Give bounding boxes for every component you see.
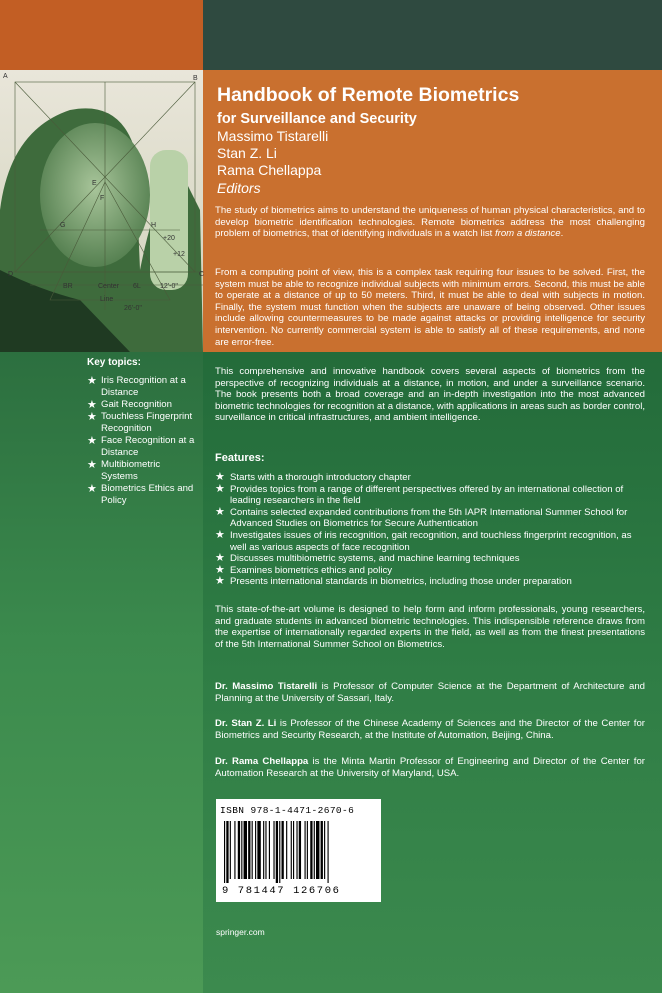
closing-paragraph: This state-of-the-art volume is designed to help form and inform professionals, young researchers, and graduate students in advanced biometric technologies. This indispensible reference draws from the expertise of internationally regarded experts in the field, as well as from the finest presentations of the 5th International Summer School on Biometrics. [215,604,645,650]
star-bullet-icon: ★ [215,552,225,565]
star-bullet-icon: ★ [215,471,225,483]
feature-text: Examines biometrics ethics and policy [230,564,393,576]
isbn-barcode-box [216,799,381,902]
barcode-bar [230,821,231,879]
photo-label-e: E [92,180,97,187]
isbn-digits: 9 781447 126706 [222,885,341,897]
barcode-bar [244,821,247,879]
star-bullet-icon: ★ [215,528,225,541]
feature-text: Discusses multibiometric systems, and machine learning techniques [230,553,520,565]
barcode-bar [265,821,266,879]
feature-item [215,576,645,588]
key-topic-text: Face Recognition at a Distance [101,435,195,458]
barcode-bar [299,821,301,879]
barcode-bar [307,821,308,879]
photo-label-m1: 12'-0" [160,283,178,290]
photo-label-b: B [193,75,198,82]
barcode-bar [291,821,292,879]
star-bullet-icon: ★ [215,563,225,576]
feature-text: Investigates issues of iris recognition, gait recognition, and touchless fingerprint recognition, as well as various aspects of face recognition [230,529,632,553]
author-name: Massimo Tistarelli [217,128,329,144]
features-list [215,472,645,588]
star-bullet-icon: ★ [87,483,97,495]
editors-label: Editors [217,180,261,196]
star-bullet-icon: ★ [87,459,97,471]
star-bullet-icon: ★ [215,505,225,518]
bio-text: is Professor of the Chinese Academy of Sciences and the Director of the Center for Biometrics and Security Research, at the Institute of Automation, Beijing, China. [215,718,645,741]
barcode-bar [328,821,329,883]
barcode-bar [314,821,315,879]
author-name: Rama Chellappa [217,162,322,178]
barcode-bar [282,821,284,879]
photo-label-g: G [60,222,66,229]
barcode-bar [255,821,256,879]
feature-text: Starts with a thorough introductory chapter [230,472,411,483]
key-topics-list [87,375,199,507]
top-right-band [203,0,662,70]
cover-photo [0,70,203,352]
book-title: Handbook of Remote Biometrics [217,84,520,106]
barcode-bar [286,821,287,879]
barcode-bar [321,821,323,879]
star-bullet-icon: ★ [87,435,97,447]
intro-paragraph-1 [215,205,645,240]
bio-name: Dr. Rama Chellappa [215,756,309,767]
barcode-bar [257,821,260,879]
barcode-bar [310,821,312,879]
photo-label-h: H [151,222,157,229]
barcode-bar [279,821,280,883]
author-name: Stan Z. Li [217,145,277,161]
intro-italic: from a distance [494,228,561,240]
feature-item [215,553,645,565]
key-topic-item [87,411,199,435]
photo-label-gl: 6L [133,283,141,290]
photo-label-line: Line [100,296,114,303]
barcode-bar [296,821,297,879]
bio-tistarelli [215,681,645,704]
barcode-bar [241,821,242,879]
bio-text: is the Minta Martin Professor of Engineering and Director of the Center for Automation Research at the University of Maryland, USA. [215,756,645,779]
top-left-band [0,0,203,70]
key-topic-item [87,375,199,399]
bio-li [215,718,645,741]
barcode-bar [273,821,274,879]
barcode-bar [248,821,250,879]
barcode-bar [276,821,278,883]
photo-label-center: Center [98,283,120,290]
feature-item [215,530,645,553]
key-topic-item [87,483,199,507]
photo-label-f: F [100,195,105,202]
photo-label-a: A [3,73,8,80]
features-heading: Features: [215,452,265,464]
book-subtitle: for Surveillance and Security [217,111,417,127]
photo-label-br: BR [63,283,73,290]
face [40,123,150,267]
barcode-bar [234,821,235,879]
star-bullet-icon: ★ [87,411,97,423]
barcode-bar [324,821,325,879]
feature-item [215,565,645,577]
publisher-url: springer.com [216,927,265,937]
bio-text: is Professor of Computer Science at the Department of Architecture and Planning at the University of Sassari, Italy. [215,681,645,704]
intro-paragraph-3: This comprehensive and innovative handbook covers several aspects of biometrics from the perspective of recognizing individuals at a distance, in motion, and under a surveillance scenario. The book presents both a broad coverage and an in-depth investigation into the most advanced biometric technologies for recognition at a distance, with applications in areas such as border control, surveillance in critical infrastructures, and ambient intelligence. [215,366,645,424]
feature-text: Provides topics from a range of different perspectives offered by an international collection of leading researchers in the field [230,483,624,507]
key-topic-item [87,399,199,411]
photo-label-d: D [8,271,14,278]
feature-item [215,507,645,530]
star-bullet-icon: ★ [215,482,225,495]
barcode-bar [305,821,306,879]
barcode-bar [263,821,264,879]
key-topic-text: Biometrics Ethics and Policy [101,483,194,506]
barcode-bar [238,821,240,879]
key-topics-heading: Key topics: [87,357,141,368]
intro-paragraph-2: From a computing point of view, this is a complex task requiring four issues to be solved. First, the system must be able to recognize individual subjects with minimum errors. Second, this must be able to operate at a distance of up to 50 meters. Third, it must be able to deal with subjects in motion. Finally, the system must function when the subjects are unaware of being observed. Other issues include allowing countermeasures to be made against attacks or providing intelligence for security intervention. No currently commercial system is able to satisfy all of these requirements, and none are error-free. [215,267,645,348]
feature-text: Presents international standards in biometrics, including those under preparation [230,576,572,588]
key-topic-text: Iris Recognition at a Distance [101,375,186,398]
feature-item [215,484,645,507]
key-topic-text: Multibiometric Systems [101,459,161,482]
isbn-label: ISBN 978-1-4471-2670-6 [220,805,355,816]
key-topic-item [87,459,199,483]
barcode-bar [293,821,294,879]
feature-text: Contains selected expanded contributions from the 5th IAPR International Summer School for Advanced Studies on Biometrics for Secure Authentication [230,506,628,530]
barcode-bar [224,821,225,883]
barcode [224,821,374,883]
barcode-bar [269,821,270,879]
barcode-bar [316,821,319,879]
barcode-bar [252,821,253,879]
key-topic-text: Touchless Fingerprint Recognition [101,411,193,434]
bio-chellappa [215,756,645,779]
bio-name: Dr. Stan Z. Li [215,718,277,729]
photo-label-c: C [199,271,205,278]
star-bullet-icon: ★ [87,375,97,387]
photo-label-m4: +12 [173,251,185,258]
intro-end: . [560,228,564,240]
intro-text: The study of biometrics aims to understand the uniqueness of human physical characteristics, and to develop biometric identification technologies. Remote biometrics address the most challenging problem of biometrics, that of identifying individuals in a watch list [215,205,645,240]
star-bullet-icon: ★ [215,575,225,588]
barcode-bar [226,821,228,883]
key-topic-item [87,435,199,459]
star-bullet-icon: ★ [87,399,97,411]
feature-item [215,472,645,484]
photo-label-m3: +20 [163,235,175,242]
raised-hand [150,150,188,290]
bio-name: Dr. Massimo Tistarelli [215,681,318,692]
key-topic-text: Gait Recognition [101,399,172,410]
photo-label-m2: 26'-0" [124,305,142,312]
